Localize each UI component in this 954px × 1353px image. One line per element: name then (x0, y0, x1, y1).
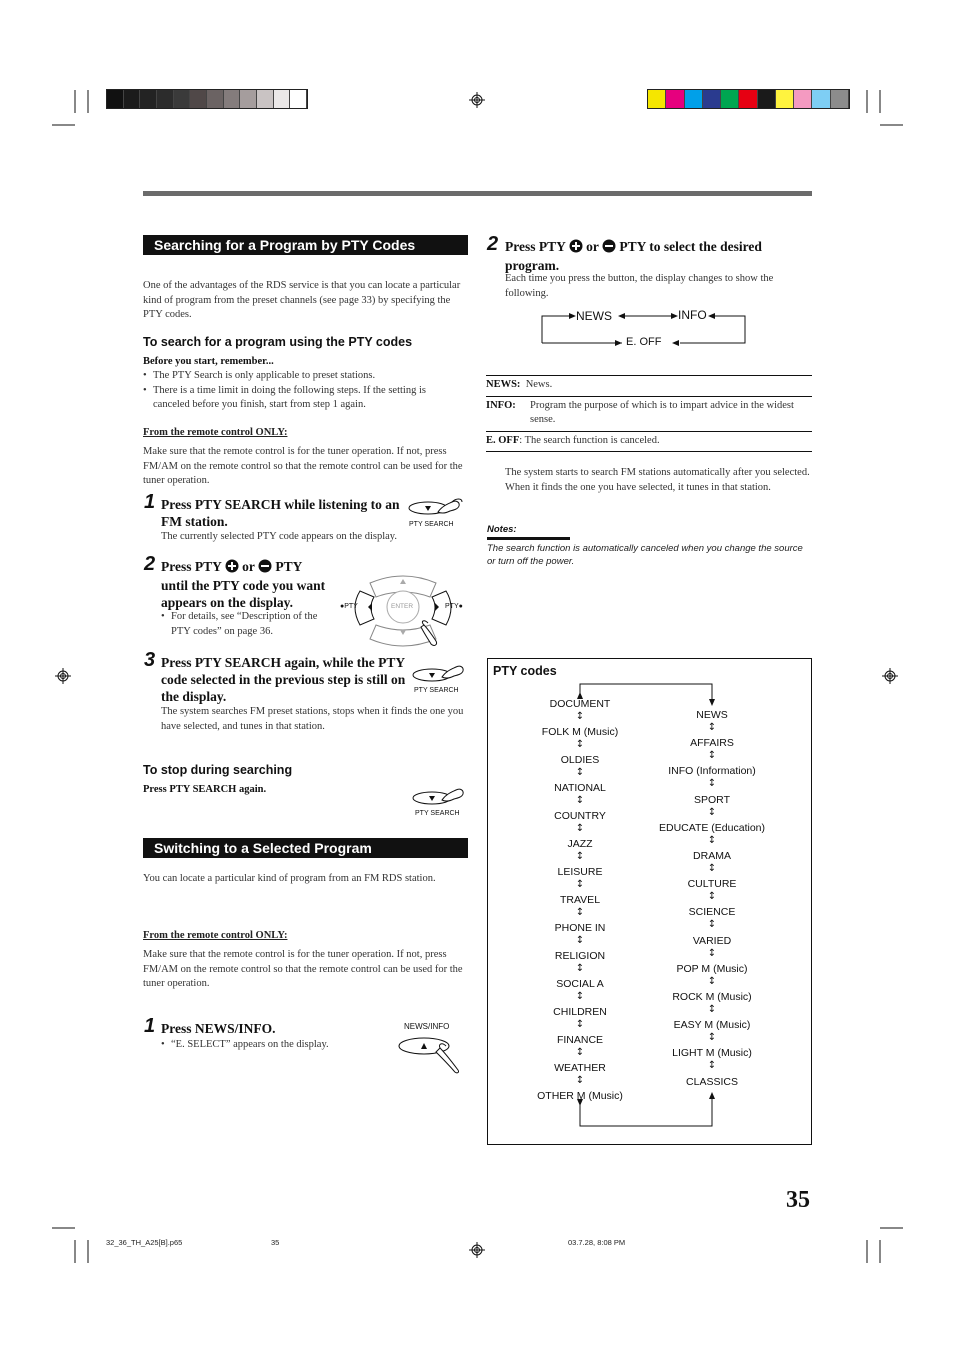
remote-only-label: From the remote control ONLY: (143, 427, 288, 438)
def-term: E. OFF (486, 434, 520, 446)
updown-arrow-icon: ↕ (707, 1004, 717, 1015)
updown-arrow-icon: ↕ (575, 991, 585, 1002)
pty-codes-box (487, 658, 812, 1145)
updown-arrow-icon: ↕ (575, 1019, 585, 1030)
pty-search-label: PTY SEARCH (409, 521, 454, 528)
pty-code-item: INFO (Information) (668, 765, 756, 778)
def-text: Program the purpose of which is to impart advice in the widest sense. (530, 399, 794, 426)
pty-cursor-pad[interactable] (338, 575, 468, 647)
updown-arrow-icon: ↕ (575, 739, 585, 750)
updown-arrow-icon: ↕ (707, 722, 717, 733)
stop-text: Press PTY SEARCH again. (143, 784, 267, 795)
pty-code-item: LEISURE (557, 866, 603, 878)
system-search-text: The system starts to search FM stations automatically after you selected. When it finds the one you have selected, it tunes in that station. (505, 467, 810, 493)
updown-arrow-icon: ↕ (707, 834, 717, 846)
cycle-news: NEWS (576, 309, 612, 323)
s2-step2-head-or: or (586, 239, 599, 254)
updown-arrow-icon: ↕ (707, 863, 717, 874)
remote-only-text-2: Make sure that the remote control is for the tuner operation. If not, press FM/AM on the remote control so that the remote control can be used for the tuner operation. (143, 949, 463, 990)
pad-left-label: ●PTY (340, 603, 358, 610)
plus-circle-icon (569, 239, 583, 257)
updown-arrow-icon: ↕ (575, 1047, 585, 1058)
pty-code-item: SOCIAL A (556, 978, 604, 990)
remote-button-hand-icon (410, 661, 468, 687)
pty-code-item: CHILDREN (553, 1006, 607, 1018)
footer-file: 32_36_TH_A25[B].p65 (106, 1238, 183, 1247)
bullet-item: • There is a time limit in doing the following steps. If the setting is canceled before you finish, start from step 1 again. (143, 384, 465, 413)
updown-arrow-icon: ↕ (575, 823, 585, 834)
pty-code-item: DOCUMENT (549, 698, 611, 710)
section1-intro: One of the advantages of the RDS service is that you can locate a particular kind of program from the preset channels (see page 33) by specifying the PTY codes. (143, 280, 461, 321)
step2-heading (161, 558, 341, 611)
def-term: INFO: (486, 399, 516, 411)
pty-codes-title: PTY codes (493, 664, 557, 678)
before-start-label: Before you start, remember... (143, 356, 274, 367)
def-term: NEWS: (486, 379, 521, 390)
remote-only-label-2: From the remote control ONLY: (143, 930, 288, 941)
updown-arrow-icon: ↕ (707, 1060, 717, 1072)
cycle-info: INFO (678, 308, 707, 322)
updown-arrow-icon: ↕ (575, 935, 585, 946)
pty-loop-lines (488, 659, 811, 1144)
updown-arrow-icon: ↕ (707, 947, 717, 959)
footer-date: 03.7.28, 8:08 PM (568, 1238, 626, 1247)
pty-code-item: WEATHER (554, 1062, 606, 1074)
news-info-label: NEWS/INFO (404, 1022, 450, 1031)
def-row-eoff (486, 432, 812, 453)
pty-code-item: ROCK M (Music) (672, 991, 752, 1003)
bullet-item: • “E. SELECT” appears on the display. (161, 1038, 381, 1053)
pty-code-item: SCIENCE (688, 906, 736, 919)
pty-code-item: VARIED (692, 934, 732, 947)
s2-step2-description: Each time you press the button, the display changes to show the following. (505, 273, 774, 299)
minus-circle-icon (602, 239, 616, 257)
pty-code-item: SPORT (694, 793, 730, 806)
def-text: : The search function is canceled. (519, 434, 660, 446)
page-number: 35 (786, 1187, 810, 1213)
remote-button-hand-icon (396, 1032, 468, 1074)
pty-code-item: PHONE IN (554, 922, 606, 934)
notes-label: Notes: (487, 524, 517, 535)
updown-arrow-icon: ↕ (707, 778, 717, 790)
before-start-bullets (143, 369, 465, 413)
section-heading-pty-search: Searching for a Program by PTY Codes (143, 235, 468, 255)
definitions-table (486, 375, 812, 452)
step1-description: The currently selected PTY code appears on the display. (161, 531, 397, 542)
pty-code-item: OTHER M (Music) (537, 1090, 623, 1102)
pty-search-label: PTY SEARCH (415, 810, 460, 817)
updown-arrow-icon: ↕ (575, 1075, 585, 1086)
bullet-item: • For details, see “Description of the PTY codes” on page 36. (161, 610, 339, 639)
s2-step1-heading: Press NEWS/INFO. (161, 1021, 276, 1036)
pty-code-item: AFFAIRS (690, 737, 734, 750)
news-info-button[interactable] (396, 1022, 468, 1074)
s2-step2-head-b: PTY to select the desired program. (505, 239, 762, 273)
updown-arrow-icon: ↕ (575, 963, 585, 974)
pty-search-label: PTY SEARCH (414, 687, 459, 694)
step3-heading: Press PTY SEARCH again, while the PTY code selected in the previous step is still on the display. (161, 655, 406, 704)
updown-arrow-icon: ↕ (707, 750, 717, 762)
pty-code-item: TRAVEL (559, 894, 601, 906)
updown-arrow-icon: ↕ (707, 891, 717, 903)
subheading-search-pty: To search for a program using the PTY codes (143, 335, 413, 349)
pty-code-item: FOLK M (Music) (541, 726, 619, 738)
remote-only-text: Make sure that the remote control is for the tuner operation. If not, press FM/AM on the remote control so that the remote control can be used for the tuner operation. (143, 446, 463, 487)
header-rule (143, 191, 812, 196)
pty-code-item: POP M (Music) (676, 962, 748, 975)
updown-arrow-icon: ↕ (575, 879, 585, 890)
step2-head-or: or (242, 559, 255, 574)
bullet-item: • The PTY Search is only applicable to preset stations. (143, 369, 465, 384)
minus-circle-icon (258, 559, 272, 577)
updown-arrow-icon: ↕ (707, 806, 717, 818)
updown-arrow-icon: ↕ (575, 711, 585, 722)
minus-dot-icon: ● (340, 603, 345, 610)
updown-arrow-icon: ↕ (707, 975, 717, 987)
pty-code-item: FINANCE (556, 1034, 604, 1046)
def-row-info (486, 397, 812, 432)
s2-step1-bullets (161, 1038, 381, 1053)
step2-number: 2 (144, 553, 156, 575)
updown-arrow-icon: ↕ (707, 919, 717, 931)
section2-intro: You can locate a particular kind of program from an FM RDS station. (143, 873, 436, 884)
updown-arrow-icon: ↕ (575, 767, 585, 778)
pty-code-item: OLDIES (560, 754, 600, 766)
step2-bullets (161, 610, 339, 639)
pty-code-item: LIGHT M (Music) (672, 1047, 752, 1060)
def-row-news (486, 376, 812, 397)
s2-step2-heading (505, 238, 810, 274)
remote-button-hand-icon (410, 784, 468, 810)
updown-arrow-icon: ↕ (575, 851, 585, 862)
s2-step1-number: 1 (144, 1015, 156, 1037)
def-text: News. (525, 379, 553, 390)
pty-code-item: CULTURE (687, 878, 737, 891)
s2-step2-number: 2 (487, 233, 499, 255)
step2-head-b: PTY (275, 559, 303, 574)
pty-code-item: EDUCATE (Education) (658, 821, 766, 834)
subheading-stop-search: To stop during searching (143, 763, 293, 777)
notes-text: The search function is automatically canceled when you change the source or turn off the power. (487, 543, 803, 567)
pty-search-button[interactable] (404, 496, 468, 530)
pty-code-item: COUNTRY (554, 810, 606, 822)
pty-search-button-2[interactable] (410, 661, 468, 695)
pty-code-item: CLASSICS (686, 1075, 738, 1088)
pty-code-item: EASY M (Music) (673, 1019, 751, 1032)
pty-code-item: RELIGION (554, 950, 606, 962)
pad-center-label: ENTER (391, 603, 414, 610)
step2-head-c: until the PTY code you want appears on the display. (161, 578, 326, 610)
step3-number: 3 (144, 649, 156, 671)
s2-step2-head-a: Press PTY (505, 239, 566, 254)
cycle-eoff: E. OFF (626, 336, 662, 348)
pty-search-button-3[interactable] (410, 784, 468, 818)
display-cycle-diagram (540, 306, 748, 348)
plus-circle-icon (225, 559, 239, 577)
step1-number: 1 (144, 491, 156, 513)
pty-code-item: NATIONAL (554, 782, 606, 794)
updown-arrow-icon: ↕ (707, 1032, 717, 1044)
step2-head-a: Press PTY (161, 559, 222, 574)
notes-rule (487, 537, 570, 540)
updown-arrow-icon: ↕ (575, 795, 585, 806)
cursor-pad-icon (338, 575, 468, 647)
footer-page: 35 (271, 1238, 280, 1247)
remote-button-hand-icon (404, 496, 468, 522)
updown-arrow-icon: ↕ (575, 907, 585, 918)
pad-right-label: PTY● (445, 603, 463, 610)
section-heading-switching: Switching to a Selected Program (143, 838, 468, 858)
step1-heading: Press PTY SEARCH while listening to an FM station. (161, 497, 400, 529)
step3-description: The system searches FM preset stations, stops when it finds the one you have selected, and tunes in that station. (161, 706, 464, 732)
plus-dot-icon: ● (458, 603, 463, 610)
pty-code-item: NEWS (696, 709, 728, 721)
pty-code-item: DRAMA (693, 850, 731, 862)
pty-code-item: JAZZ (567, 838, 593, 850)
